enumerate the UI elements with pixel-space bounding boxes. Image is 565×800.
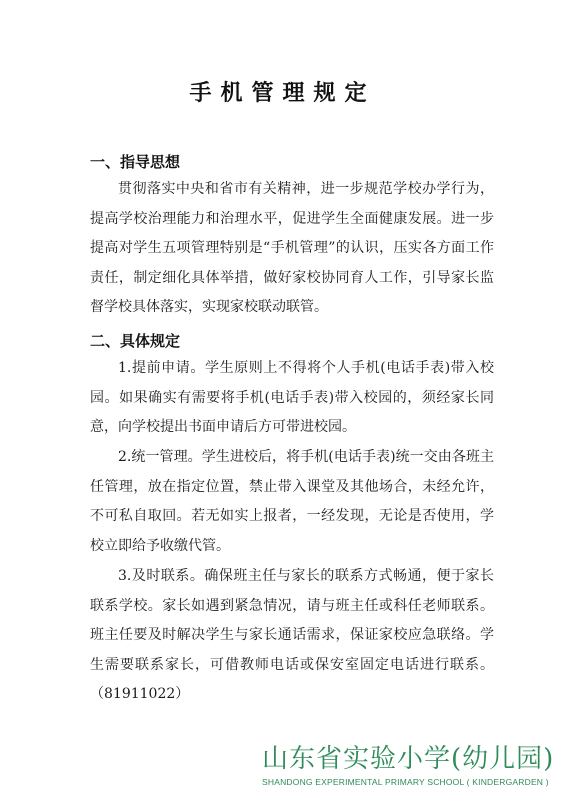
- paragraph-rule-timely-contact: 3.及时联系。确保班主任与家长的联系方式畅通，便于家长联系学校。家长如遇到紧急情况，请与班主任或科任老师联系。班主任要及时解决学生与家长通话需求，保证家校应急联络。学生需要联系家长，可借教师电话或保安室固定电话进行联系。（81911022）: [90, 568, 494, 702]
- paragraph-guiding-principles: 贯彻落实中央和省市有关精神，进一步规范学校办学行为，提高学校治理能力和治理水平，促进学生全面健康发展。进一步提高对学生五项管理特别是“手机管理”的认识，压实各方面工作责任，制定细化具体举措，做好家校协同育人工作，引导家长监督学校具体落实，实现家校联动联管。: [90, 181, 494, 315]
- paragraph-rule-unified-management: 2.统一管理。学生进校后，将手机(电话手表)统一交由各班主任管理，放在指定位置，禁止带入课堂及其他场合，未经允许，不可私自取回。若无如实上报者，一经发现，无论是否使用，学校立即给予收缴代管。: [90, 449, 494, 554]
- school-logo-chinese-name: 山东省实验小学(幼儿园): [262, 744, 555, 774]
- document-title: 手机管理规定: [189, 81, 376, 106]
- section-heading-specific-rules: 二、具体规定: [90, 332, 181, 350]
- school-logo-english-name: SHANDONG EXPERIMENTAL PRIMARY SCHOOL ( KINDERGARDEN ): [262, 777, 549, 787]
- section-heading-guiding-principles: 一、指导思想: [90, 153, 181, 171]
- paragraph-rule-advance-application: 1.提前申请。学生原则上不得将个人手机(电话手表)带入校园。如果确实有需要将手机(电话手表)带入校园的，须经家长同意，向学校提出书面申请后方可带进校园。: [90, 360, 494, 435]
